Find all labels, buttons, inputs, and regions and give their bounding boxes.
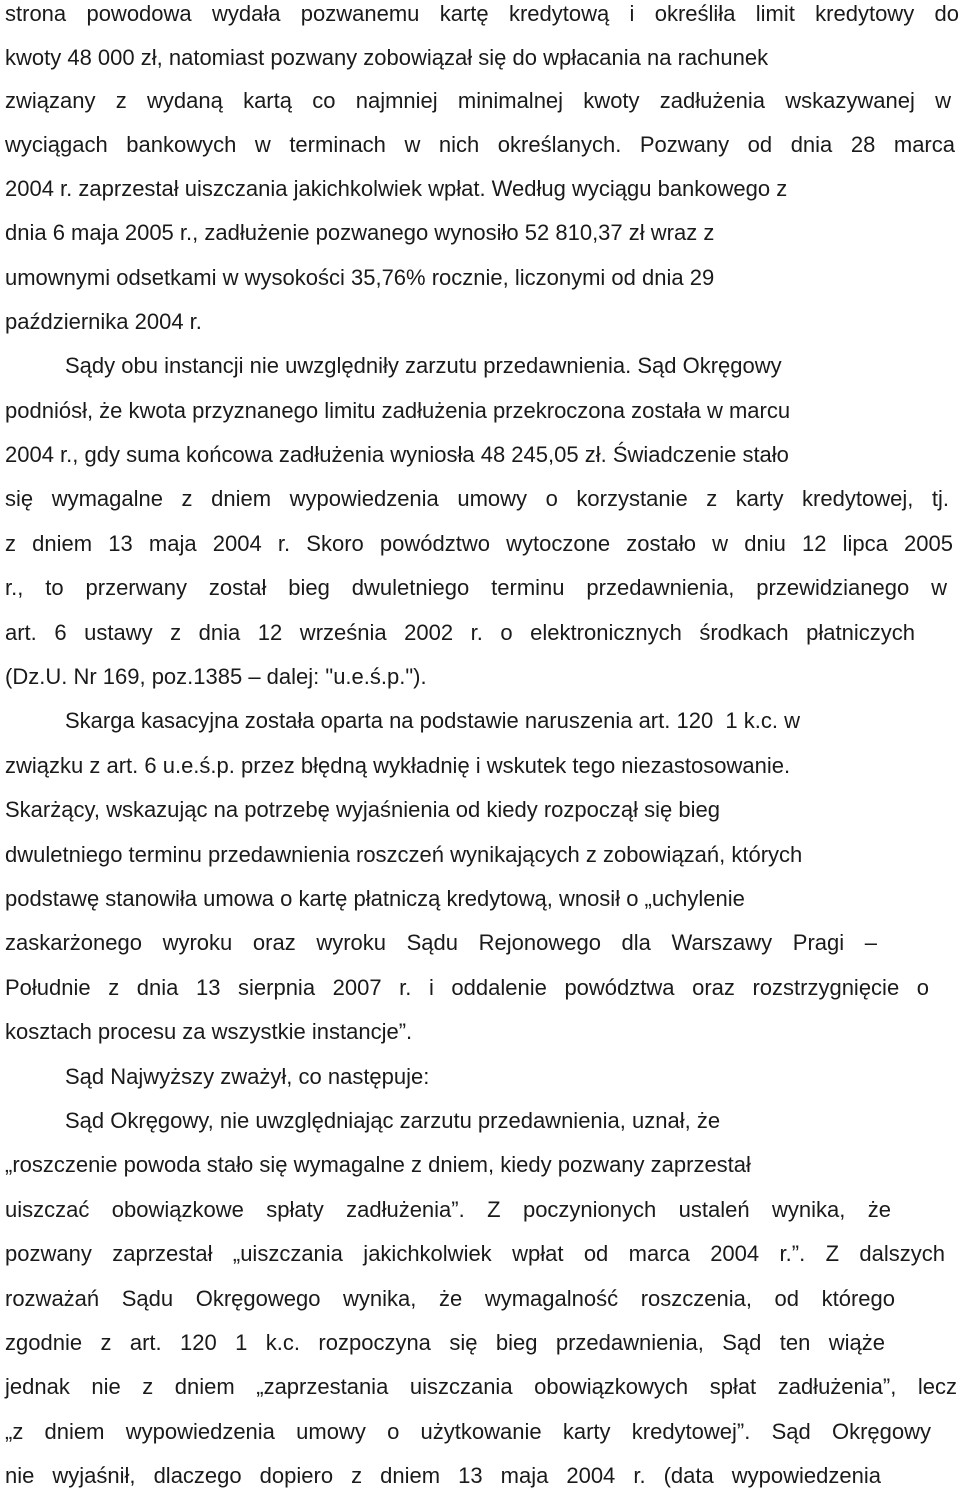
text-line: rozważań Sądu Okręgowego wynika, że wymagalność roszczenia, od którego — [5, 1286, 895, 1311]
text-line: z dniem 13 maja 2004 r. Skoro powództwo wytoczone zostało w dniu 12 lipca 2005 — [5, 531, 953, 556]
text-line: podniósł, że kwota przyznanego limitu zadłużenia przekroczona została w marcu — [5, 398, 791, 423]
text-line: dwuletniego terminu przedawnienia roszczeń wynikających z zobowiązań, których — [5, 842, 803, 867]
text-line: zgodnie z art. 120 1 k.c. rozpoczyna się bieg przedawnienia, Sąd ten wiąże — [5, 1330, 885, 1355]
text-line: „roszczenie powoda stało się wymagalne z dniem, kiedy pozwany zaprzestał — [5, 1152, 751, 1177]
text-line: kwoty 48 000 zł, natomiast pozwany zobowiązał się do wpłacania na rachunek — [5, 45, 769, 70]
text-line: kosztach procesu za wszystkie instancje”. — [5, 1019, 413, 1044]
text-line: Skarga kasacyjna została oparta na podstawie naruszenia art. 120 1 k.c. w — [65, 708, 800, 733]
text-line: dnia 6 maja 2005 r., zadłużenie pozwanego wynosiło 52 810,37 zł wraz z — [5, 220, 715, 245]
text-line: (Dz.U. Nr 169, poz.1385 – dalej: "u.e.ś.p."). — [5, 664, 427, 689]
text-line: nie wyjaśnił, dlaczego dopiero z dniem 13 maja 2004 r. (data wypowiedzenia — [5, 1463, 881, 1488]
text-line: umownymi odsetkami w wysokości 35,76% rocznie, liczonymi od dnia 29 — [5, 265, 715, 290]
text-line: r., to przerwany został bieg dwuletniego terminu przedawnienia, przewidzianego w — [5, 575, 947, 600]
text-line: zaskarżonego wyroku oraz wyroku Sądu Rejonowego dla Warszawy Pragi – — [5, 930, 877, 955]
text-line: się wymagalne z dniem wypowiedzenia umowy o korzystanie z karty kredytowej, tj. — [5, 486, 949, 511]
text-line: pozwany zaprzestał „uiszczania jakichkolwiek wpłat od marca 2004 r.”. Z dalszych — [5, 1241, 945, 1266]
text-line: Sądy obu instancji nie uwzględniły zarzutu przedawnienia. Sąd Okręgowy — [65, 353, 782, 378]
text-line: Sąd Okręgowy, nie uwzględniając zarzutu przedawnienia, uznał, że — [65, 1108, 721, 1133]
text-line: uiszczać obowiązkowe spłaty zadłużenia”. Z poczynionych ustaleń wynika, że — [5, 1197, 891, 1222]
text-line: Skarżący, wskazując na potrzebę wyjaśnienia od kiedy rozpoczął się bieg — [5, 797, 720, 822]
text-line: „z dniem wypowiedzenia umowy o użytkowanie karty kredytowej”. Sąd Okręgowy — [5, 1419, 931, 1444]
text-line: października 2004 r. — [5, 309, 202, 334]
text-line: strona powodowa wydała pozwanemu kartę kredytową i określiła limit kredytowy do — [5, 1, 959, 26]
text-line: podstawę stanowiła umowa o kartę płatniczą kredytową, wnosił o „uchylenie — [5, 886, 745, 911]
text-line: Sąd Najwyższy zważył, co następuje: — [65, 1064, 430, 1089]
text-line: wyciągach bankowych w terminach w nich określanych. Pozwany od dnia 28 marca — [5, 132, 955, 157]
text-line: związany z wydaną kartą co najmniej minimalnej kwoty zadłużenia wskazywanej w — [5, 88, 951, 113]
text-line: jednak nie z dniem „zaprzestania uiszczania obowiązkowych spłat zadłużenia”, lecz — [5, 1374, 957, 1399]
text-line: art. 6 ustawy z dnia 12 września 2002 r. o elektronicznych środkach płatniczych — [5, 620, 915, 645]
text-line: 2004 r., gdy suma końcowa zadłużenia wyniosła 48 245,05 zł. Świadczenie stało — [5, 442, 789, 467]
text-line: związku z art. 6 u.e.ś.p. przez błędną wykładnię i wskutek tego niezastosowanie. — [5, 753, 791, 778]
text-line: Południe z dnia 13 sierpnia 2007 r. i oddalenie powództwa oraz rozstrzygnięcie o — [5, 975, 929, 1000]
text-line: 2004 r. zaprzestał uiszczania jakichkolwiek wpłat. Według wyciągu bankowego z — [5, 176, 788, 201]
